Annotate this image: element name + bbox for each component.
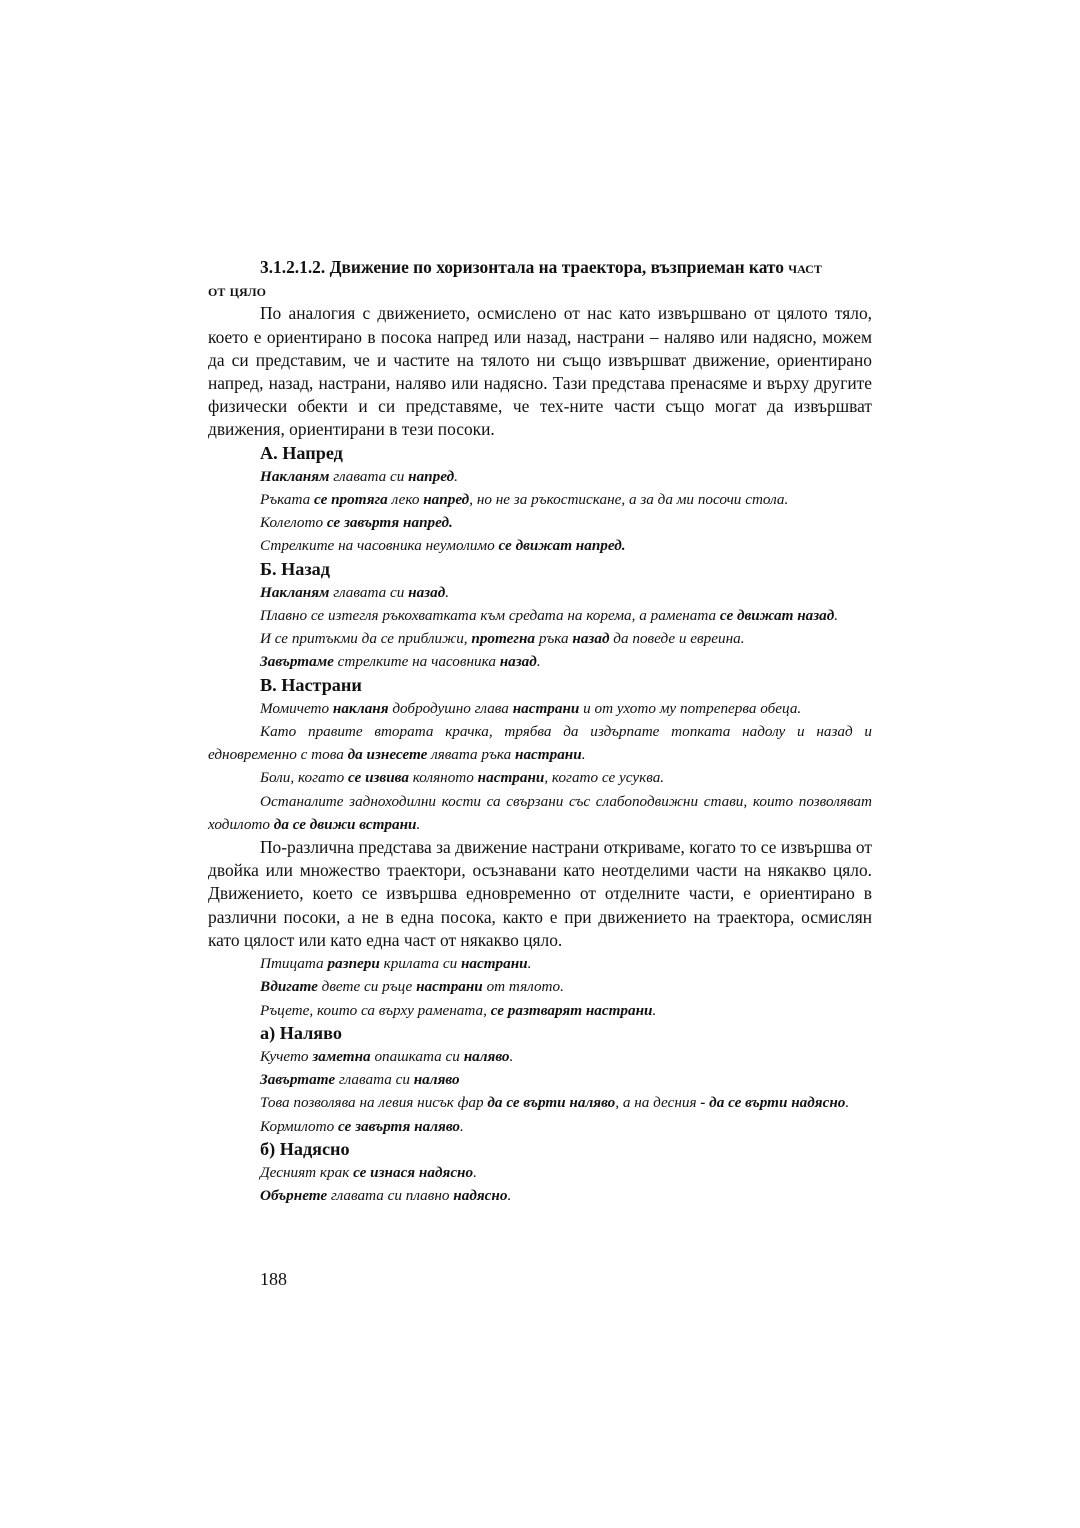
- emphasis-text: настрани: [512, 699, 580, 717]
- example-text: главата си плавно: [327, 1187, 454, 1205]
- example-text: .: [507, 1187, 512, 1205]
- example-text: .: [460, 1117, 464, 1135]
- section-title-smallcaps-2: от цяло: [208, 280, 266, 301]
- example-text: леко: [387, 491, 424, 509]
- emphasis-text: се извива: [347, 769, 409, 787]
- example-text: , но не за ръкостискане, а за да ми посочи стола.: [469, 491, 789, 509]
- example-text: да поведе и евреина.: [609, 630, 745, 648]
- section-title: [208, 256, 872, 302]
- example-text: .: [652, 1001, 657, 1019]
- example-text: Боли, когато: [260, 769, 348, 787]
- emphasis-text: Накланям: [260, 467, 330, 485]
- example-text: .: [416, 815, 421, 833]
- example-v2: [208, 720, 872, 766]
- example-text: .: [454, 467, 458, 485]
- subheading-right: б) Надясно: [260, 1138, 350, 1159]
- emphasis-text: Накланям: [260, 583, 330, 601]
- emphasis-text: да се движи встрани: [273, 815, 417, 833]
- example-text: .: [845, 1094, 850, 1112]
- example-l3: [208, 1091, 872, 1114]
- paragraph-1: По аналогия с движението, осмислено от нас като извършвано от цялото тяло, което е ориентирано в посока напред или назад, настрани – наляво или надясно, можем да си представим, че и частите на тялото ни също извършват движение, ориентирано напред, назад, настрани, наляво или надясно. Тази представа пренасяме и върху другите физически обекти и си представяме, че тех-ните части също могат да извършват движения, ориентирани в тези посоки.: [208, 303, 872, 440]
- example-text: .: [536, 653, 541, 671]
- example-text: Птицата: [260, 955, 328, 973]
- example-v7: [208, 999, 872, 1022]
- emphasis-text: се движат назад: [719, 607, 835, 625]
- emphasis-text: заметна: [312, 1047, 371, 1065]
- emphasis-text: се разтварят настрани: [490, 1001, 653, 1019]
- emphasis-text: да се върти наляво: [487, 1094, 616, 1112]
- example-text: Останалите задноходилни кости са свързани със слабоподвижни стави, които позволяват ходилото: [208, 792, 872, 833]
- example-text: Момичето: [260, 699, 333, 717]
- example-text: крилата си: [379, 955, 461, 973]
- emphasis-text: настрани: [477, 769, 545, 787]
- example-a1: [208, 465, 872, 488]
- example-text: .: [834, 607, 839, 625]
- emphasis-text: напред: [423, 491, 470, 509]
- example-text: лявата ръка: [427, 746, 516, 764]
- example-v1: [208, 697, 872, 720]
- example-text: И се притъкми да се приближи,: [260, 630, 472, 648]
- example-text: Плавно се изтегля ръкохватката към средата на корема, а рамената: [260, 607, 720, 625]
- example-text: .: [473, 1163, 477, 1181]
- emphasis-text: назад: [408, 583, 446, 601]
- example-v4: [208, 790, 872, 836]
- example-text: Кучето: [260, 1047, 313, 1065]
- emphasis-text: Завъртате: [260, 1071, 336, 1089]
- example-b4: [208, 650, 872, 673]
- emphasis-text: надясно: [453, 1187, 508, 1205]
- example-text: , а на десния: [615, 1094, 701, 1112]
- emphasis-text: се протяга: [314, 491, 388, 509]
- example-b2: [208, 604, 872, 627]
- example-l4: [208, 1115, 872, 1138]
- emphasis-text: разпери: [327, 955, 380, 973]
- example-text: Като правите втората крачка, трябва да издърпате топката надолу и назад и едновременно с това: [208, 723, 872, 764]
- example-r2: [208, 1184, 872, 1207]
- example-b1: [208, 581, 872, 604]
- paragraph-2: По-различна представа за движение настрани откриваме, когато то се извършва от двойка или множество траектори, осъзнавани като неотделими части на някакво цяло. Движението, което се извършва едновременно от отделните части, е ориентирано в различни посоки, а не в една посока, както е при движението на траектора, осмислян като цялост или като една част от някакво цяло.: [208, 837, 872, 950]
- emphasis-text: настрани: [460, 955, 528, 973]
- emphasis-text: Вдигате: [260, 978, 318, 996]
- example-text: коляното: [408, 769, 478, 787]
- example-a3: [208, 511, 872, 534]
- example-text: .: [445, 583, 450, 601]
- example-r1: [208, 1161, 872, 1184]
- example-text: двете си ръце: [317, 978, 417, 996]
- subheading-forward: А. Напред: [260, 442, 343, 463]
- section-title-main: 3.1.2.1.2. Движение по хоризонтала на траектора, възприеман като: [260, 257, 789, 277]
- example-text: от тялото.: [482, 978, 564, 996]
- emphasis-text: се завъртя наляво: [337, 1117, 461, 1135]
- subheading-back: Б. Назад: [260, 558, 330, 579]
- page-number: 188: [260, 1269, 287, 1289]
- emphasis-text: се завъртя напред.: [326, 514, 453, 532]
- example-text: .: [581, 746, 586, 764]
- example-text: Кормилото: [260, 1117, 338, 1135]
- example-text: Ръката: [260, 491, 315, 509]
- emphasis-text: се изнася надясно: [353, 1163, 474, 1181]
- example-text: Стрелките на часовника неумолимо: [260, 537, 499, 555]
- example-text: .: [527, 955, 532, 973]
- example-text: ръка: [535, 630, 573, 648]
- emphasis-text: Завъртаме: [260, 653, 334, 671]
- emphasis-text: настрани: [416, 978, 483, 996]
- example-v3: [208, 766, 872, 789]
- example-text: главата си: [329, 583, 409, 601]
- emphasis-text: Обърнете: [260, 1187, 328, 1205]
- page-content: [208, 256, 872, 1207]
- example-text: главата си: [329, 467, 409, 485]
- emphasis-text: протегна: [471, 630, 536, 648]
- example-b3: [208, 627, 872, 650]
- example-a2: [208, 488, 872, 511]
- example-text: и от ухото му потреперва обеца.: [579, 699, 802, 717]
- emphasis-text: наляво: [413, 1071, 460, 1089]
- example-text: Това позволява на левия нисък фар: [260, 1094, 488, 1112]
- example-text: Ръцете, които са върху рамената,: [260, 1001, 491, 1019]
- emphasis-text: назад: [499, 653, 537, 671]
- example-text: Десният крак: [260, 1163, 354, 1181]
- example-a4: [208, 534, 872, 557]
- example-l1: [208, 1045, 872, 1068]
- example-text: главата си: [335, 1071, 414, 1089]
- emphasis-text: напред: [408, 467, 455, 485]
- example-v6: [208, 975, 872, 998]
- emphasis-text: наляво: [463, 1047, 510, 1065]
- example-text: Колелото: [260, 514, 327, 532]
- emphasis-text: да изнесете: [347, 746, 428, 764]
- example-text: .: [509, 1047, 514, 1065]
- emphasis-text: се движат напред.: [498, 537, 626, 555]
- example-text: стрелките на часовника: [333, 653, 500, 671]
- example-text: добродушно глава: [388, 699, 513, 717]
- example-v5: [208, 952, 872, 975]
- section-title-smallcaps-1: част: [788, 257, 822, 277]
- emphasis-text: накланя: [332, 699, 389, 717]
- example-text: опашката си: [370, 1047, 464, 1065]
- emphasis-text: назад: [572, 630, 610, 648]
- example-l2: [208, 1068, 872, 1091]
- emphasis-text: настрани: [515, 746, 582, 764]
- subheading-sideways: В. Настрани: [260, 674, 362, 695]
- subheading-left: а) Наляво: [260, 1022, 342, 1043]
- example-text: , когато се усуква.: [544, 769, 665, 787]
- emphasis-text: - да се върти надясно: [700, 1094, 846, 1112]
